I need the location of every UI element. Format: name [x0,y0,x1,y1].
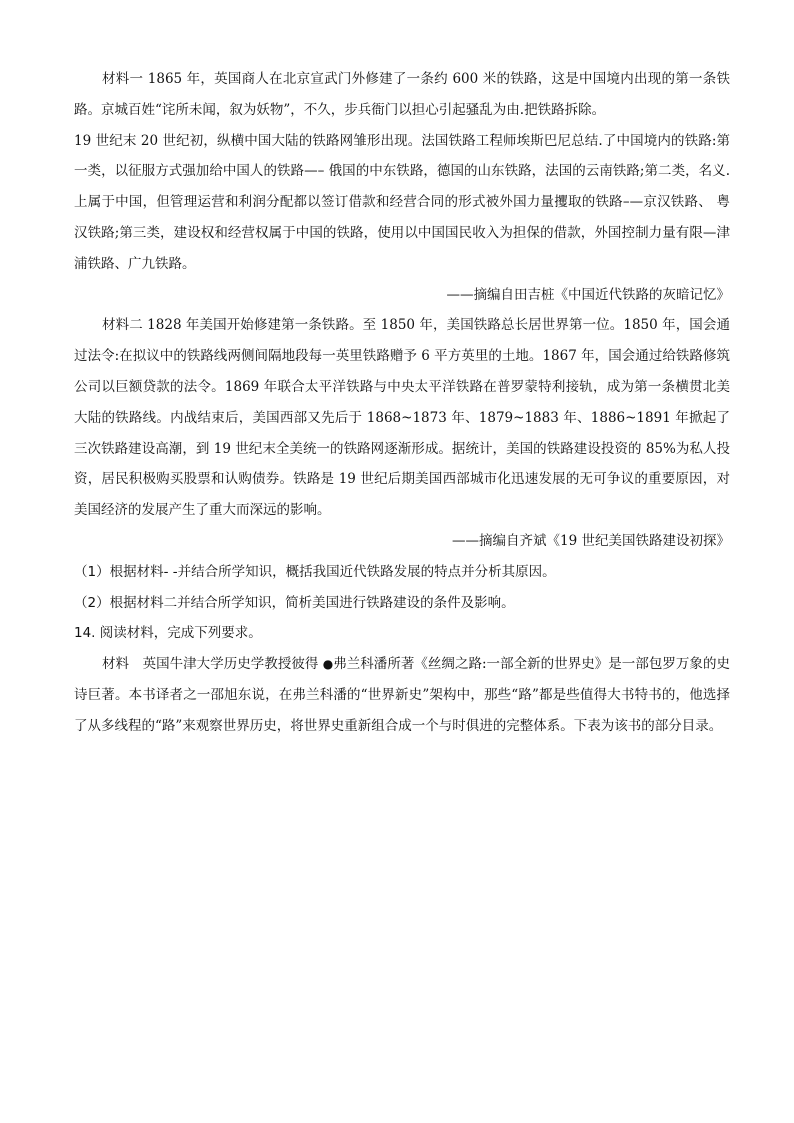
material-1-paragraph-2: 19 世纪末 20 世纪初，纵横中国大陆的铁路网雏形出现。法国铁路工程师埃斯巴尼总结.了中国境内的铁路:第一类，以征服方式强加给中国人的铁路—– 俄国的中东铁路，德国的山东铁路，法国的云南铁路;第二类，名义.上属于中国，但管理运营和利润分配都以签订借款和经营合同的形式被外国力量攫取的铁路–—京汉铁路、 粤汉铁路;第三类，建设权和经营权属于中国的铁路，使用以中国国民收入为担保的借款，外国控制力量有限—津浦铁路、广九铁路。 [74,132,730,272]
question-14-material [74,649,730,741]
question-14-text-after: 弗兰科潘所著《丝绸之路:一部全新的世界史》是一部包罗万象的史诗巨著。本书译者之一邵旭东说，在弗兰科潘的“世界新史”架构中，那些“路”都是些值得大书特书的，他选择了从多线程的“路”来观察世界历史，将世界史重新组合成一个与时俱进的完整体系。下表为该书的部分目录。 [74,656,730,734]
bullet-icon: ● [322,657,334,672]
question-1: （1）根据材料- -并结合所学知识，概括我国近代铁路发展的特点并分析其原因。 [74,563,556,580]
material-1-source: ——摘编自田吉桩《中国近代铁路的灰暗记忆》 [446,286,730,303]
material-2-source: ——摘编自齐斌《19 世纪美国铁路建设初探》 [452,532,730,549]
question-14-heading: 14. 阅读材料，完成下列要求。 [74,625,262,642]
question-14-text-before: 材料 英国牛津大学历史学教授彼得 [102,656,323,673]
document-content [74,64,730,742]
material-1-paragraph-1: 材料一 1865 年，英国商人在北京宣武门外修建了一条约 600 米的铁路，这是中国境内出现的第一条铁路。京城百姓“诧所未闻，叙为妖物”，不久，步兵衙门以担心引起骚乱为由.把铁路拆除。 [74,71,730,118]
question-2: （2）根据材料二并结合所学知识，简析美国进行铁路建设的条件及影响。 [74,594,515,611]
material-2-paragraph: 材料二 1828 年美国开始修建第一条铁路。至 1850 年，美国铁路总长居世界第一位。1850 年，国会通过法令:在拟议中的铁路线两侧间隔地段每一英里铁路赠予 6 平方英里的土地。1867 年，国会通过给铁路修筑公司以巨额贷款的法令。1869 年联合太平洋铁路与中央太平洋铁路在普罗蒙特利接轨，成为第一条横贯北美大陆的铁路线。内战结束后，美国西部又先后于 1868~1873 年、1879~1883 年、1886~1891 年掀起了三次铁路建设高潮，到 19 世纪末全美统一的铁路网逐渐形成。据统计，美国的铁路建设投资的 85%为私人投资，居民积极购买股票和认购债券。铁路是 19 世纪后期美国西部城市化迅速发展的无可争议的重要原因，对美国经济的发展产生了重大而深远的影响。 [74,317,730,519]
